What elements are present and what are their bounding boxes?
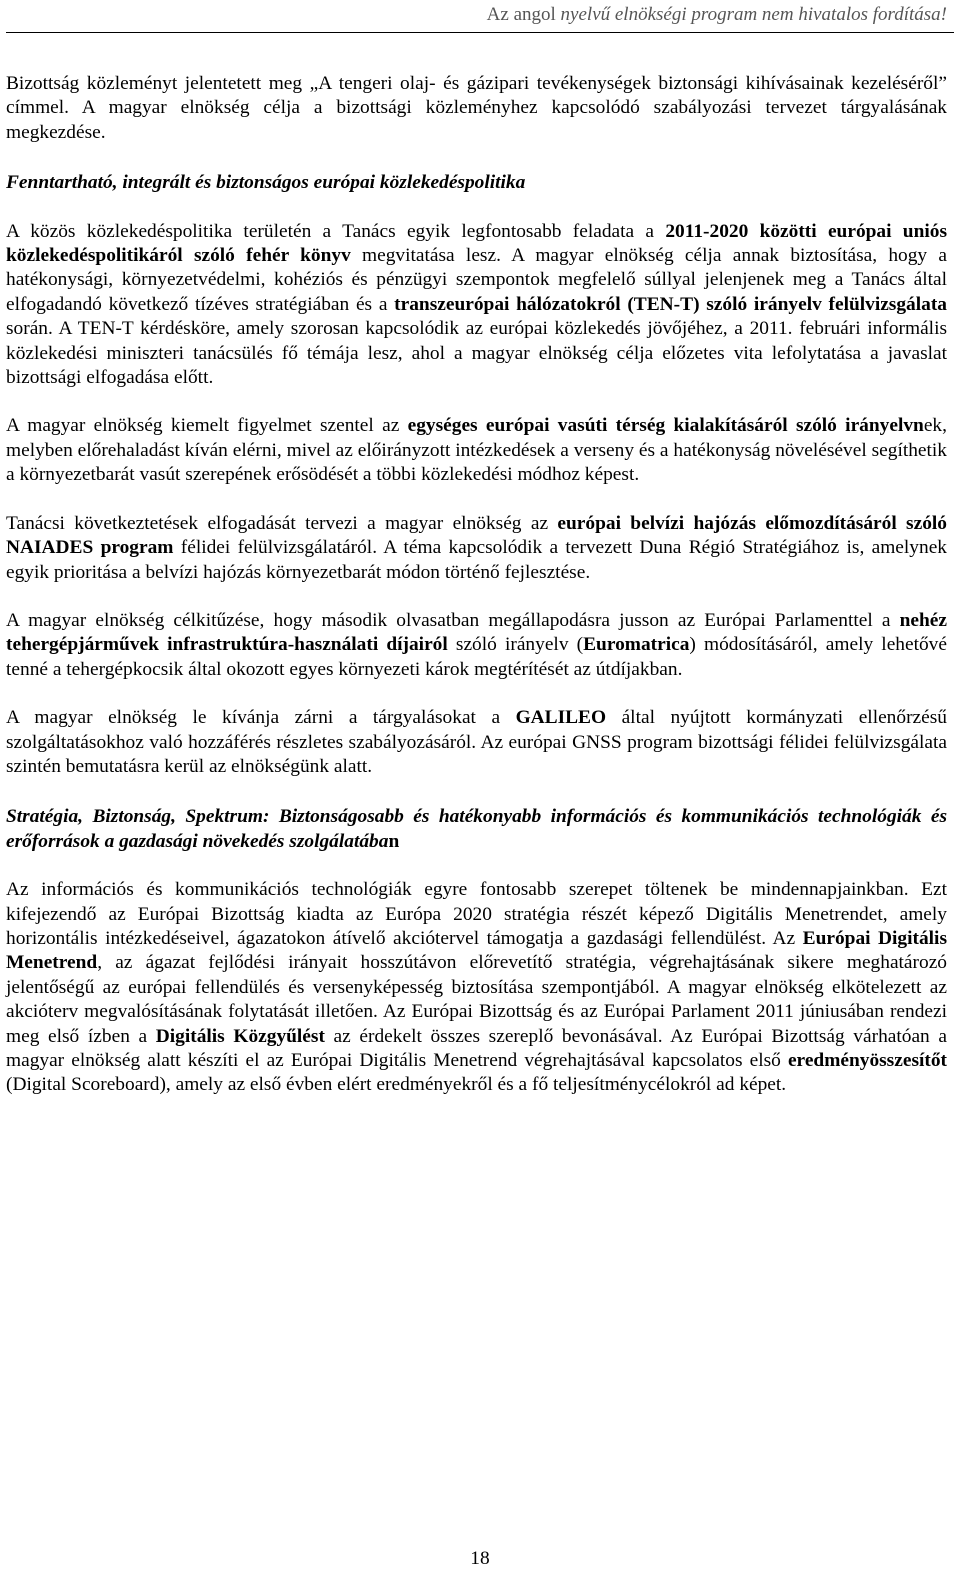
- paragraph-euromatrica: [6, 609, 947, 682]
- page-number: 18: [470, 1548, 490, 1569]
- heading-colon: :: [262, 806, 279, 828]
- section-heading-transport: Fenntartható, integrált és biztonságos európai közlekedéspolitika: [6, 172, 526, 194]
- heading-run: Stratégia, Biztonság, Spektrum: [6, 806, 263, 828]
- document-body: [6, 72, 947, 1122]
- header-prefix: Az angol: [486, 4, 561, 25]
- text-run: ) módosításáról, amely lehetővé tenné a tehergépkocsik által okozott egyes környezeti károk megtérítését az útdíjakban.: [6, 634, 947, 680]
- text-run: A magyar elnökség célkitűzése, hogy második olvasatban megállapodásra jusson az Európai Parlamenttel a: [6, 609, 900, 631]
- heading-tail: n: [388, 830, 400, 852]
- bold-run: Európai Digitális Menetrend: [6, 927, 947, 974]
- text-run: A magyar elnökség kiemelt figyelmet szentel az: [6, 415, 408, 437]
- bold-run: Digitális Közgyűlést: [155, 1025, 325, 1047]
- heading-run: Biztonságosabb és hatékonyabb információs és kommunikációs technológiák és erőforrások a gazdasági növekedés szolgálatába: [6, 806, 947, 852]
- text-run: félidei felülvizsgálatáról. A téma kapcsolódik a tervezett Duna Régió Stratégiához is, amelynek egyik prioritása a belvízi hajózás környezetbarát módon történő fejlesztése.: [6, 537, 947, 583]
- text-run: , az ágazat fejlődési irányait hosszútávon előrevetítő stratégia, végrehajtásának sikere meghatározó jelentőségű az európai fellendülés és versenyképesség biztosítása szempontjából. A magyar elnökség elkötelezett az akcióterv megvalósításának folytatását illetően. Az Európai Bizottság és az Európai Parlament 2011 júniusában rendezi meg első ízben a: [6, 952, 947, 1047]
- paragraph-naiades: [6, 512, 947, 585]
- paragraph-offshore: Bizottság közleményt jelentetett meg „A tengeri olaj- és gázipari tevékenységek biztonsági kihívásainak kezeléséről” címmel. A magyar elnökség célja a bizottsági közleményhez kapcsolódó szabályozási tervezet tárgyalásának megkezdése.: [6, 73, 947, 143]
- text-run: A közös közlekedéspolitika területén a Tanács egyik legfontosabb feladata a: [6, 220, 666, 242]
- bold-run: európai belvízi hajózás előmozdításáról szóló NAIADES program: [6, 512, 947, 559]
- text-run: szóló irányelv (: [447, 634, 584, 656]
- bold-run: nehéz tehergépjárművek infrastruktúra-használati díjairól: [6, 609, 947, 656]
- text-run: (Digital Scoreboard), amely az első évben elért eredményekről és a fő teljesítménycélokról ad képet.: [6, 1074, 787, 1096]
- bold-run: egységes európai vasúti térség kialakításáról szóló irányelvn: [407, 415, 924, 437]
- paragraph-railway: [6, 414, 947, 487]
- bold-run: transzeurópai hálózatokról (TEN-T) szóló irányelv felülvizsgálata: [394, 293, 947, 315]
- bold-run: Euromatrica: [583, 634, 690, 656]
- text-run: megvitatása lesz. A magyar elnökség célja annak biztosítása, hogy a hatékonysági, környezetvédelmi, kohéziós és pénzügyi szempontok megfelelő súllyal jelenjenek meg a Tanács által elfogadandó következő tízéves stratégiában és a: [6, 245, 947, 315]
- text-run: A magyar elnökség le kívánja zárni a tárgyalásokat a: [6, 707, 516, 729]
- paragraph-digital-agenda: [6, 878, 947, 1098]
- text-run: során. A TEN-T kérdésköre, amely szorosan kapcsolódik az európai közlekedés jövőjéhez, a 2011. februári informális közlekedési miniszteri tanácsülés fő témája lesz, ahol a magyar elnökség célja előzetes vita lefolytatása a javaslat bizottsági elfogadása előtt.: [6, 318, 947, 389]
- paragraph-white-paper: [6, 220, 947, 391]
- section-heading-ict: [6, 805, 947, 854]
- bold-run: eredményösszesítőt: [787, 1050, 947, 1071]
- text-run: által nyújtott kormányzati ellenőrzésű szolgáltatásokhoz való hozzáférés részletes szabályozásáról. Az európai GNSS program bizottsági félidei felülvizsgálata szintén bemutatásra kerül az elnökségünk alatt.: [6, 707, 947, 777]
- header-italic: nyelvű elnökségi program nem hivatalos fordítása!: [560, 4, 947, 25]
- text-run: ek, melyben előrehaladást kíván elérni, mivel az előirányzott intézkedések a verseny és a hatékonyság növelésével segíthetik a környezetbarát vasút szerepének erősödését a többi közlekedési módhoz képest.: [6, 415, 947, 486]
- text-run: az érdekelt összes szereplő bevonásával. Az Európai Bizottság várhatóan a magyar elnökség alatt készíti el az Európai Digitális Menetrend végrehajtásával kapcsolatos első: [6, 1025, 947, 1071]
- bold-run: 2011-2020 közötti európai uniós közlekedéspolitikáról szóló fehér könyv: [6, 220, 947, 267]
- header-divider: [6, 32, 954, 33]
- text-run: Az információs és kommunikációs technológiák egyre fontosabb szerepet töltenek be mindennapjainkban. Ezt kifejezendő az Európai Bizottság kiadta az Európa 2020 stratégia részét képező Digitális Menetrendet, amely horizontális intézkedéseivel, ágazatokon átívelő akciótervel támogatja a gazdasági fellendülést. Az: [6, 879, 947, 949]
- bold-run: GALILEO: [515, 707, 607, 729]
- text-run: Tanácsi következtetések elfogadását tervezi a magyar elnökség az: [6, 512, 558, 534]
- paragraph-galileo: [6, 706, 947, 779]
- page-header: [487, 4, 947, 26]
